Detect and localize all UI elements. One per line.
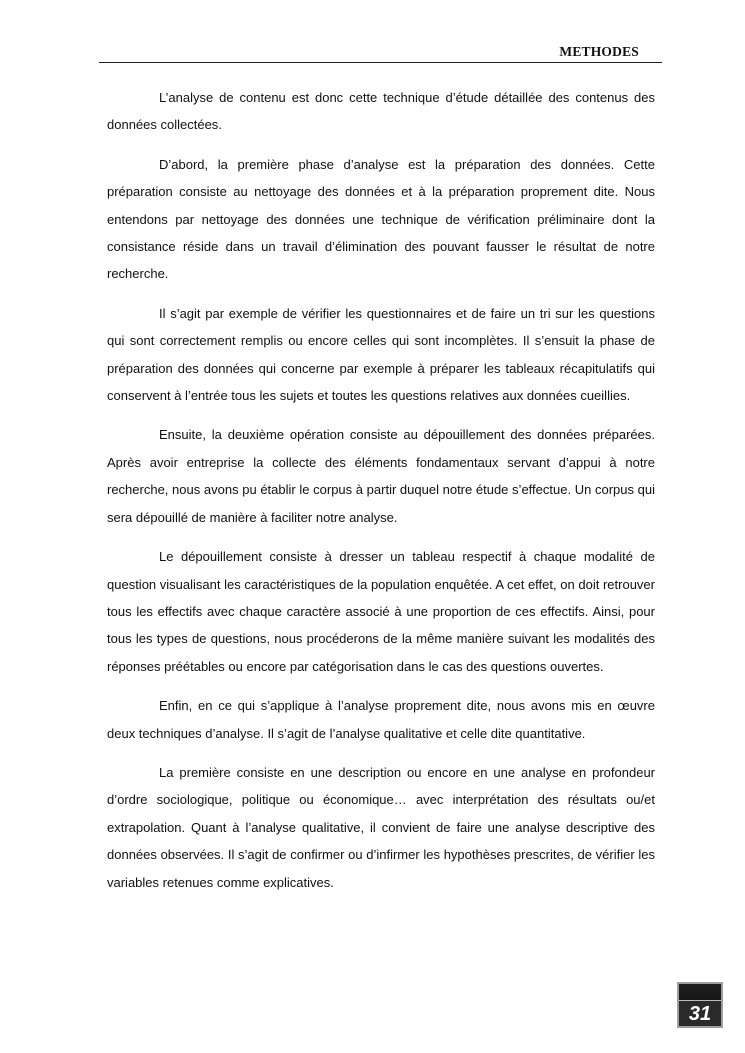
paragraph: Il s’agit par exemple de vérifier les questionnaires et de faire un tri sur les questions qui sont correctement remplis ou encore celles qui sont incomplètes. Il s’ensuit la phase de préparation des données qui concerne par exemple à préparer les tableaux récapitulatifs qui conservent à l’entrée tous les sujets et toutes les questions relatives aux données cueillies. (107, 305, 655, 404)
header-divider (99, 62, 662, 63)
body-text (107, 84, 655, 908)
paragraph: La première consiste en une description ou encore en une analyse en profondeur d’ordre sociologique, politique ou économique… avec interprétation des résultats ou/et extrapolation. Quant à l’analyse qualitative, il convient de faire une analyse descriptive des données observées. Il s’agit de confirmer ou d’infirmer les hypothèses prescrites, de vérifier les variables retenues comme explicatives. (107, 764, 655, 890)
paragraph: D’abord, la première phase d’analyse est la préparation des données. Cette préparation consiste au nettoyage des données et à la préparation proprement dite. Nous entendons par nettoyage des données une technique de vérification préliminaire dont la consistance réside dans un travail d’élimination des pouvant fausser le résultat de notre recherche. (107, 156, 655, 282)
page-number-badge (679, 984, 721, 1026)
section-header-title: METHODES (559, 44, 639, 59)
paragraph: Le dépouillement consiste à dresser un tableau respectif à chaque modalité de question visualisant les caractéristiques de la population enquêtée. A cet effet, on doit retrouver tous les effectifs avec chaque caractère associé à une proportion de ces effectifs. Ainsi, pour tous les types de questions, nous procéderons de la même manière suivant les modalités des réponses préétables ou encore par catégorisation dans le cas des questions ouvertes. (107, 549, 655, 674)
paragraph: Ensuite, la deuxième opération consiste au dépouillement des données préparées. Après avoir entreprise la collecte des éléments fondamentaux servant d’appui à notre recherche, nous avons pu établir le corpus à partir duquel notre étude s’effectue. Un corpus qui sera dépouillé de manière à faciliter notre analyse. (107, 427, 655, 525)
paragraph: L’analyse de contenu est donc cette technique d’étude détaillée des contenus des données collectées. (107, 90, 655, 133)
page-number: 31 (679, 1000, 721, 1026)
paragraph: Enfin, en ce qui s’applique à l’analyse proprement dite, nous avons mis en œuvre deux techniques d’analyse. Il s’agit de l’analyse qualitative et celle dite quantitative. (107, 698, 655, 741)
